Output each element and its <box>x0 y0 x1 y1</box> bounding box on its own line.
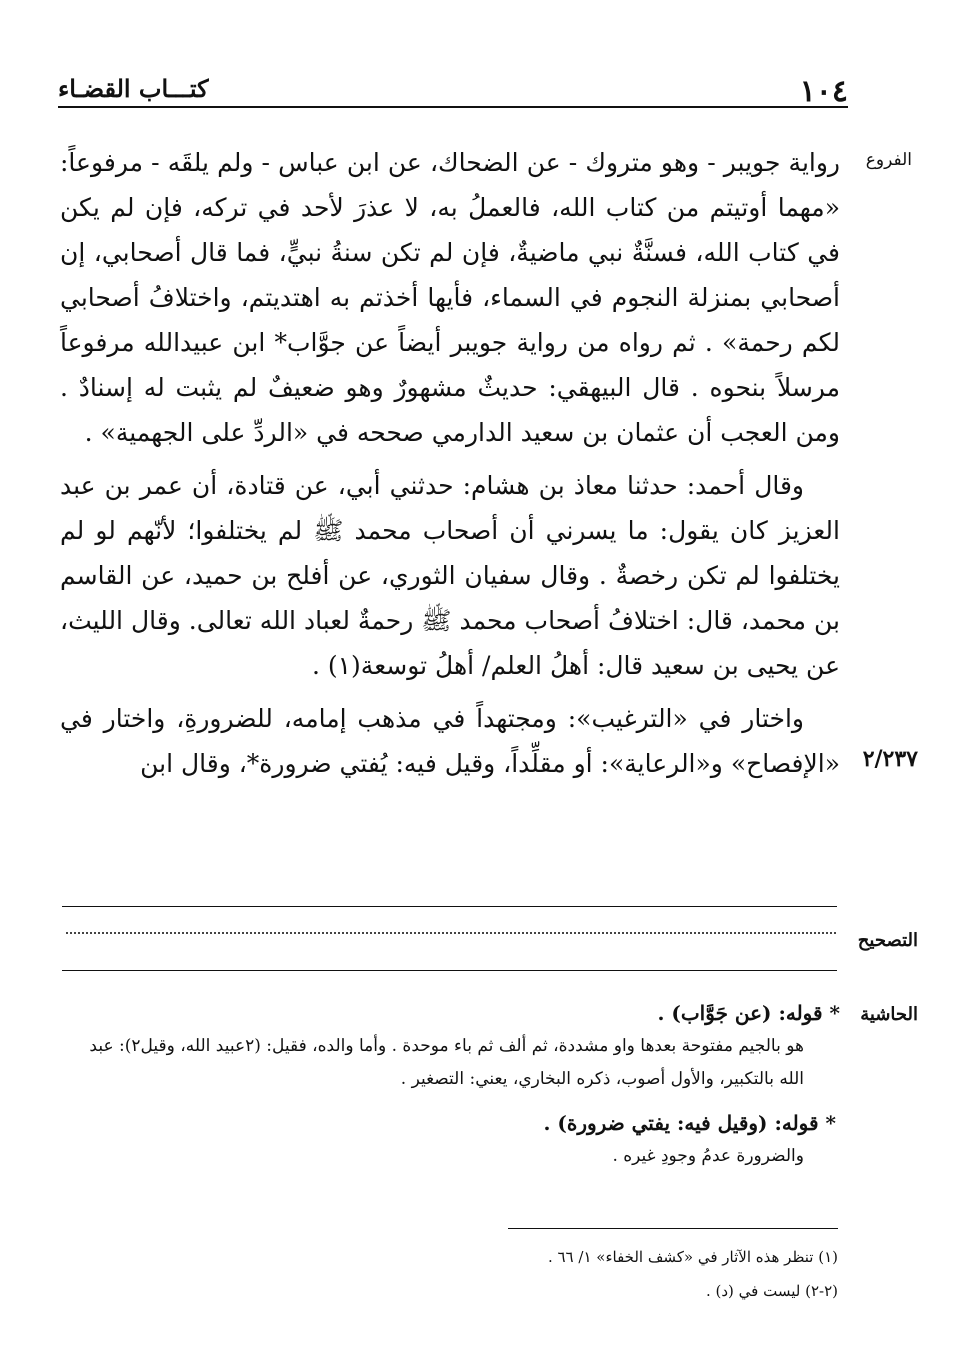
hashiya-comment-1: هو بالجيم مفتوحة بعدها واو مشددة، ثم ألف ثم باء موحدة . وأما والده، فقيل: (٢عبيد الله، وقيل٢): عبد الله بالتكبير، والأول أصوب، ذكره البخاري، يعني: التصغير . <box>89 1036 804 1089</box>
main-text <box>60 140 840 794</box>
footnotes <box>400 1240 838 1308</box>
section-divider-bottom <box>62 970 837 971</box>
running-title: كتـــاب القضـاء <box>58 74 209 103</box>
paragraph-2: وقال أحمد: حدثنا معاذ بن هشام: حدثني أبي، عن قتادة، أن عمر بن عبد العزيز كان يقول: ما يسرني أن أصحاب محمد ﷺ لم يختلفوا؛ لأنّهم لو لم يختلفوا لم تكن رخصةٌ . وقال سفيان الثوري، عن أفلح بن حميد، عن القاسم بن محمد، قال: اختلافُ أصحاب محمد ﷺ رحمةٌ لعباد الله تعالى. وقال الليث، عن يحيى بن سعيد قال: أهلُ العلم/ أهلُ توسعة(١) . <box>60 471 840 680</box>
hashiya-comment-2: والضرورة عدمُ وجودِ غيره . <box>612 1146 804 1166</box>
hashiya-section <box>64 996 840 1173</box>
tashih-dotted-line <box>66 932 836 934</box>
page-number: ١٠٤ <box>799 74 848 109</box>
margin-volume-page-ref: ٢/٢٣٧ <box>862 746 918 772</box>
footnote-separator <box>508 1228 838 1229</box>
margin-label-tashih: التصحيح <box>857 930 918 951</box>
paragraph-3: واختار في «الترغيب»: ومجتهداً في مذهب إمامه، للضرورةِ، واختار في «الإفصاح» و«الرعاية»: أو مقلِّداً، وقيل فيه: يُفتي ضرورة*، وقال ابن <box>60 704 840 778</box>
paragraph-1: رواية جويبر - وهو متروك - عن الضحاك، عن ابن عباس - ولم يلقَه - مرفوعاً: «مهما أوتيتم من كتاب الله، فالعملُ به، لا عذرَ لأحد في تركه، فإن لم يكن في كتاب الله، فسنَّةٌ نبي ماضيةٌ، فإن لم تكن سنةُ نبيٍّ، فما قال أصحابي، إن أصحابي بمنزلة النجوم في السماء، فأيها أخذتم به اهتديتم، واختلافُ أصحابي لكم رحمة» . ثم رواه من رواية جويبر أيضاً عن جوَّاب* ابن عبيدالله مرفوعاً مرسلاً بنحوه . قال البيهقي: حديثٌ مشهورٌ وهو ضعيفٌ لم يثبت له إسنادٌ . ومن العجب أن عثمان بن سعيد الدارمي صححه في «الردِّ على الجهمية» . <box>60 148 840 447</box>
header-rule <box>58 106 848 108</box>
footnote-2: (٢-٢) ليست في (د) . <box>705 1282 838 1300</box>
section-divider-top <box>62 906 837 907</box>
margin-label-furu: الفروع <box>865 150 912 170</box>
hashiya-quote-1: * قوله: (عن جَوَّاب) . <box>657 1001 840 1025</box>
margin-label-hashiya: الحاشية <box>860 1004 918 1025</box>
footnote-1: (١) تنظر هذه الآثار في «كشف الخفاء» ١/ ٦٦ . <box>547 1248 838 1266</box>
hashiya-quote-2: * قوله: (وقيل فيه: يفتي ضرورة) . <box>543 1111 836 1135</box>
